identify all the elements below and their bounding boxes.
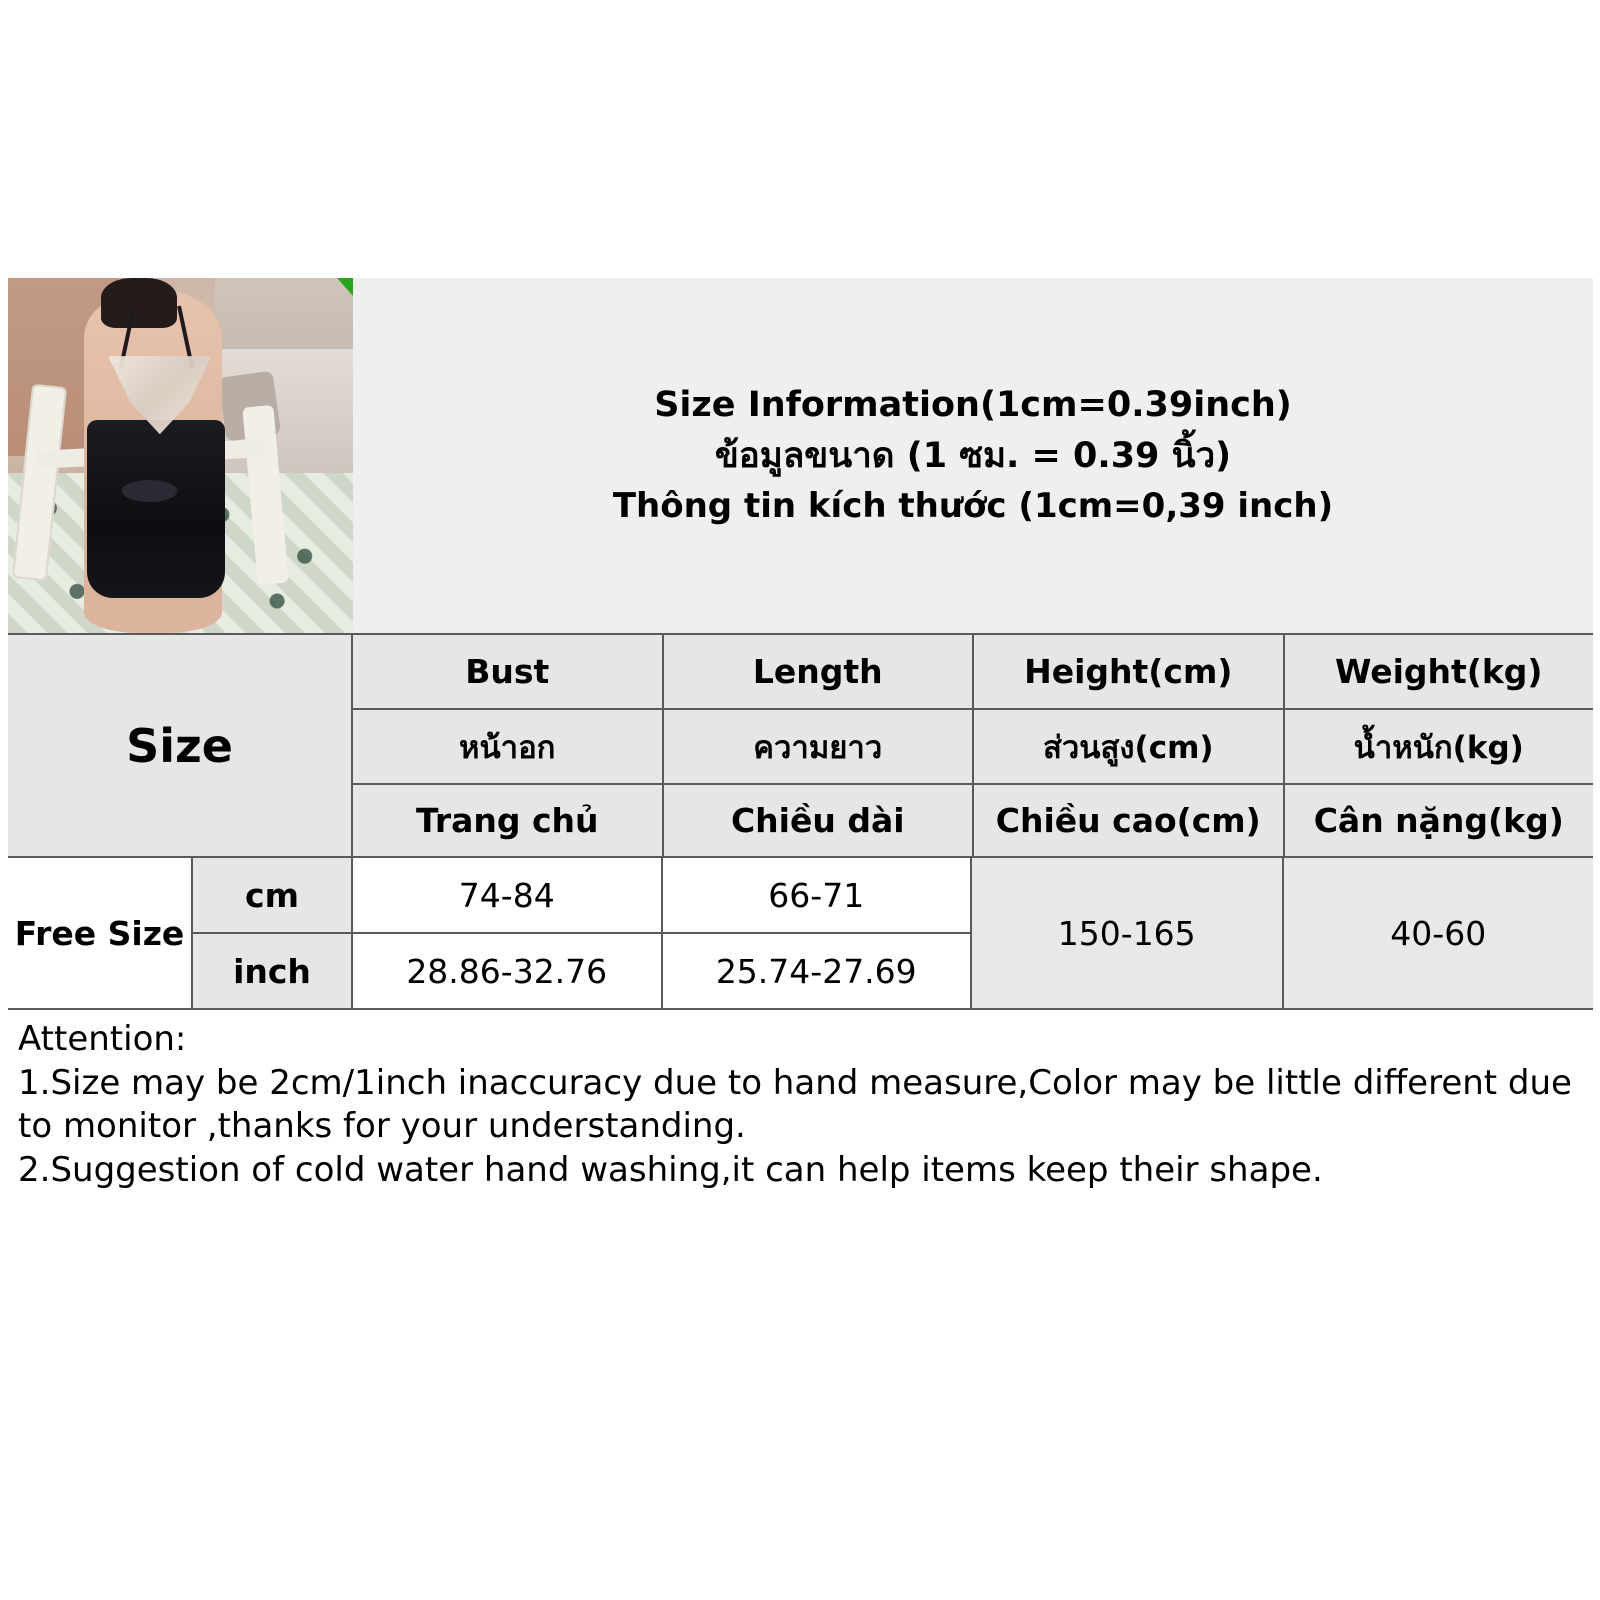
title-thai: ข้อมูลขนาด (1 ซม. = 0.39 นิ้ว) (714, 435, 1232, 476)
col-length-en: Length (664, 635, 975, 708)
product-photo (8, 278, 353, 633)
column-headers-vietnamese (353, 783, 1593, 858)
table-row (8, 858, 1593, 1010)
col-bust-th: หน้าอก (353, 710, 664, 783)
size-chart-sheet (8, 278, 1593, 1323)
photo-model-hair (101, 278, 177, 328)
table-header (8, 633, 1593, 858)
title-english: Size Information(1cm=0.39inch) (654, 385, 1292, 426)
col-weight-th: น้ำหนัก(kg) (1353, 729, 1524, 766)
column-headers-thai (353, 708, 1593, 783)
col-height-th: ส่วนสูง(cm) (974, 710, 1285, 783)
attention-note-1: 1.Size may be 2cm/1inch inaccuracy due to hand measure,Color may be little different due to monitor ,thanks for your understanding. (18, 1062, 1572, 1147)
col-weight-en: Weight(kg) (1334, 652, 1543, 691)
title-vietnamese: Thông tin kích thước (1cm=0,39 inch) (612, 485, 1334, 526)
bust-column (353, 858, 663, 1010)
length-inch-value: 25.74-27.69 (663, 934, 973, 1010)
header-band (8, 278, 1593, 633)
height-value: 150-165 (972, 858, 1284, 1010)
col-length-vi: Chiều dài (664, 785, 975, 856)
column-headers (353, 633, 1593, 858)
size-header-cell: Size (8, 633, 353, 858)
attention-note-2: 2.Suggestion of cold water hand washing,it can help items keep their shape. (18, 1149, 1323, 1190)
title-block (353, 278, 1593, 633)
unit-inch: inch (193, 934, 353, 1010)
photo-dress-bow (122, 480, 177, 501)
attention-block (8, 1010, 1593, 1192)
bust-inch-value: 28.86-32.76 (353, 934, 663, 1010)
col-bust-vi: Trang chủ (353, 785, 664, 856)
unit-cm: cm (193, 858, 353, 934)
unit-column (193, 858, 353, 1010)
col-length-th: ความยาว (664, 710, 975, 783)
length-cm-value: 66-71 (663, 858, 973, 934)
photo-dress-skirt (87, 420, 225, 598)
row-label-free-size: Free Size (8, 858, 193, 1010)
col-weight-vi: Cân nặng(kg) (1313, 801, 1564, 840)
column-headers-english (353, 633, 1593, 708)
length-column (663, 858, 973, 1010)
col-height-en: Height(cm) (974, 635, 1285, 708)
attention-heading: Attention: (18, 1019, 187, 1059)
col-height-vi: Chiều cao(cm) (974, 785, 1285, 856)
bust-cm-value: 74-84 (353, 858, 663, 934)
col-bust-en: Bust (353, 635, 664, 708)
weight-value: 40-60 (1284, 858, 1594, 1010)
